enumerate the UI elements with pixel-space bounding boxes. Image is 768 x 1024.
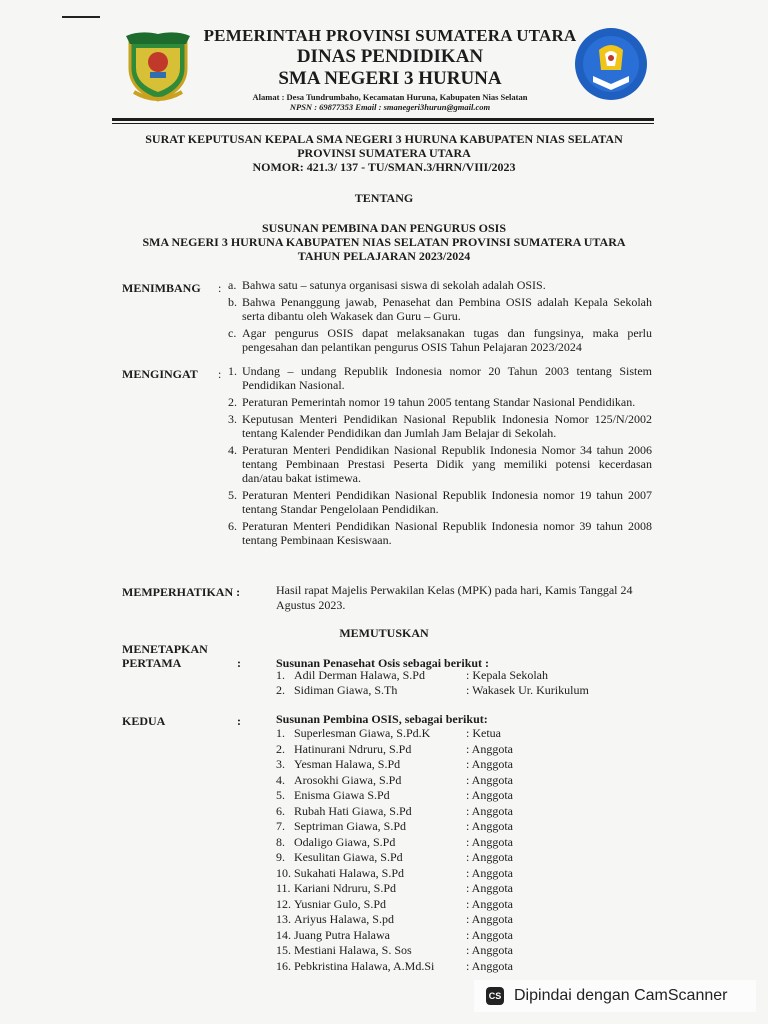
row-number: 7. [276,819,285,833]
person-role: : Anggota [466,881,513,895]
item-number: 1. [228,364,237,378]
pertama-colon: : [237,656,241,670]
person-role: : Anggota [466,772,513,787]
list-item [276,835,513,851]
person-name: Ariyus Halawa, S.pd [294,912,394,926]
mengingat-label: MENGINGAT [122,367,198,381]
list-item [228,443,652,485]
row-number: 15. [276,943,291,957]
row-number: 13. [276,912,291,926]
list-item [276,819,513,835]
person-role: : Anggota [466,819,513,833]
list-item [276,742,513,758]
camscanner-icon: CS [486,987,504,1005]
row-number: 5. [276,788,285,802]
list-item [228,295,652,323]
subject-line: SUSUNAN PEMBINA DAN PENGURUS OSIS [261,221,507,235]
person-name: Mestiani Halawa, S. Sos [294,943,412,957]
header-address: Alamat : Desa Tundrumbaho, Kecamatan Huruna, Kabupaten Nias Selatan [252,92,528,102]
list-item [276,757,513,773]
list-item [276,773,513,789]
list-item [228,488,652,516]
person-name: Hatinurani Ndruru, S.Pd [294,741,412,756]
list-item [228,412,652,440]
person-name: Yusniar Gulo, S.Pd [294,896,387,911]
subject-line: SMA NEGERI 3 HURUNA KABUPATEN NIAS SELATAN PROVINSI SUMATERA UTARA [142,235,626,249]
item-text: Peraturan Menteri Pendidikan Nasional Republik Indonesia nomor 19 tahun 2007 tentang Standar Pengelolaan Pendidikan. [242,488,652,516]
header-agency: DINAS PENDIDIKAN [296,46,484,67]
item-number: 6. [228,519,237,533]
list-item [276,881,513,897]
list-item [276,668,589,683]
row-number: 14. [276,927,291,942]
item-text: Agar pengurus OSIS dapat melaksanakan tugas dan fungsinya, maka perlu pengesahan dan pelantikan pengurus OSIS Tahun Pelajaran 2023/2024 [242,326,652,354]
kedua-label: KEDUA [122,714,166,728]
menimbang-list [228,278,652,357]
pembina-heading: Susunan Pembina OSIS, sebagai berikut: [276,712,488,726]
list-item [276,788,513,804]
person-role: : Anggota [466,741,513,756]
person-name: Arosokhi Giawa, S.Pd [294,772,402,787]
item-number: a. [228,278,237,292]
list-item [276,959,513,975]
item-text: Undang – undang Republik Indonesia nomor 20 Tahun 2003 tentang Sistem Pendidikan Nasional. [242,364,652,392]
header-government: PEMERINTAH PROVINSI SUMATERA UTARA [203,26,577,45]
camscanner-watermark [474,980,756,1012]
row-number: 4. [276,772,285,787]
decree-title-line: SURAT KEPUTUSAN KEPALA SMA NEGERI 3 HURUNA KABUPATEN NIAS SELATAN [145,132,623,146]
subject-line: TAHUN PELAJARAN 2023/2024 [297,249,471,263]
header-npsn-email: NPSN : 69877353 Email : smanegeri3hurun@gmail.com [289,102,491,112]
person-name: Pebkristina Halawa, A.Md.Si [294,958,435,973]
item-text: Bahwa satu – satunya organisasi siswa di sekolah adalah OSIS. [242,278,546,292]
person-name: Sidiman Giawa, S.Th [294,683,398,697]
decree-number: NOMOR: 421.3/ 137 - TU/SMAN.3/HRN/VIII/2023 [252,160,516,174]
menimbang-label: MENIMBANG [122,281,201,295]
pembina-list [276,726,513,974]
row-number: 12. [276,896,291,911]
item-text: Peraturan Menteri Pendidikan Nasional Republik Indonesia nomor 39 tahun 2008 tentang Pembinaan Kesiswaan. [242,519,652,547]
decree-title-line: PROVINSI SUMATERA UTARA [297,146,471,160]
item-number: 5. [228,488,237,502]
memperhatikan-text: Hasil rapat Majelis Perwakilan Kelas (MPK) pada hari, Kamis Tanggal 24 Agustus 2023. [276,583,633,612]
person-role: : Anggota [466,912,513,926]
person-name: Kariani Ndruru, S.Pd [294,881,396,895]
list-item [276,683,589,698]
person-role: : Anggota [466,850,513,864]
row-number: 11. [276,881,291,895]
person-role: : Kepala Sekolah [466,668,548,682]
item-text: Peraturan Pemerintah nomor 19 tahun 2005 tentang Standar Nasional Pendidikan. [242,395,636,409]
header-rule-thick [112,118,654,121]
row-number: 9. [276,850,285,864]
row-number: 1. [276,668,285,682]
person-role: : Anggota [466,803,513,818]
decree-subject [100,221,668,263]
menetapkan-label: MENETAPKAN [122,642,208,656]
list-item [228,519,652,547]
list-item [228,364,652,392]
person-name: Kesulitan Giawa, S.Pd [294,850,403,864]
person-role: : Anggota [466,865,513,880]
mengingat-colon: : [218,367,222,381]
list-item [276,928,513,944]
person-role: : Anggota [466,927,513,942]
person-role: : Anggota [466,896,513,911]
penasehat-list [276,668,589,698]
tut-wuri-handayani-icon [573,26,649,102]
person-role: : Anggota [466,788,513,802]
person-name: Juang Putra Halawa [294,927,390,942]
item-number: b. [228,295,237,309]
person-role: : Anggota [466,958,513,973]
row-number: 10. [276,865,291,880]
pertama-label: PERTAMA [122,656,182,670]
list-item [228,395,652,409]
person-role: : Ketua [466,726,501,740]
person-role: : Wakasek Ur. Kurikulum [466,683,589,697]
list-item [228,278,652,292]
item-text: Keputusan Menteri Pendidikan Nasional Republik Indonesia Nomor 125/N/2002 tentang Kalender Pendidikan dan Jumlah Jam Belajar di Sekolah. [242,412,652,440]
menimbang-colon: : [218,281,222,295]
person-role: : Anggota [466,943,513,957]
decree-title [100,132,668,174]
list-item [276,726,513,742]
item-number: c. [228,326,237,340]
item-text: Peraturan Menteri Pendidikan Nasional Republik Indonesia Nomor 34 tahun 2006 tentang Pembinaan Prestasi Peserta Didik yang memiliki potensi kecerdasan dan/atau bakat istimewa. [242,443,652,485]
row-number: 8. [276,834,285,849]
list-item [276,850,513,866]
list-item [228,326,652,354]
list-item [276,866,513,882]
memperhatikan-label: MEMPERHATIKAN : [122,585,241,599]
person-role: : Anggota [466,757,513,771]
memutuskan-heading: MEMUTUSKAN [339,626,429,640]
person-name: Odaligo Giawa, S.Pd [294,834,396,849]
row-number: 2. [276,683,285,697]
row-number: 2. [276,741,285,756]
row-number: 3. [276,757,285,771]
list-item [276,912,513,928]
person-name: Sukahati Halawa, S.Pd [294,865,404,880]
person-name: Superlesman Giawa, S.Pd.K [294,726,431,740]
item-text: Bahwa Penanggung jawab, Penasehat dan Pembina OSIS adalah Kepala Sekolah serta dibantu oleh Wakasek dan Guru – Guru. [242,295,652,323]
row-number: 6. [276,803,285,818]
row-number: 1. [276,726,285,740]
tentang-heading: TENTANG [354,191,414,205]
kedua-colon: : [237,714,241,728]
person-name: Adil Derman Halawa, S.Pd [294,668,425,682]
scan-mark [62,16,100,18]
header-rule-thin [112,123,654,124]
mengingat-list [228,364,652,550]
person-name: Yesman Halawa, S.Pd [294,757,401,771]
header-school: SMA NEGERI 3 HURUNA [278,68,502,89]
list-item [276,897,513,913]
person-name: Rubah Hati Giawa, S.Pd [294,803,412,818]
row-number: 16. [276,958,291,973]
camscanner-text: Dipindai dengan CamScanner [514,987,728,1004]
penasehat-heading: Susunan Penasehat Osis sebagai berikut : [276,656,490,670]
item-number: 4. [228,443,237,457]
provincial-emblem-icon [120,28,196,104]
person-role: : Anggota [466,834,513,849]
list-item [276,804,513,820]
person-name: Septriman Giawa, S.Pd [294,819,406,833]
list-item [276,943,513,959]
item-number: 2. [228,395,237,409]
person-name: Enisma Giawa S.Pd [294,788,390,802]
item-number: 3. [228,412,237,426]
